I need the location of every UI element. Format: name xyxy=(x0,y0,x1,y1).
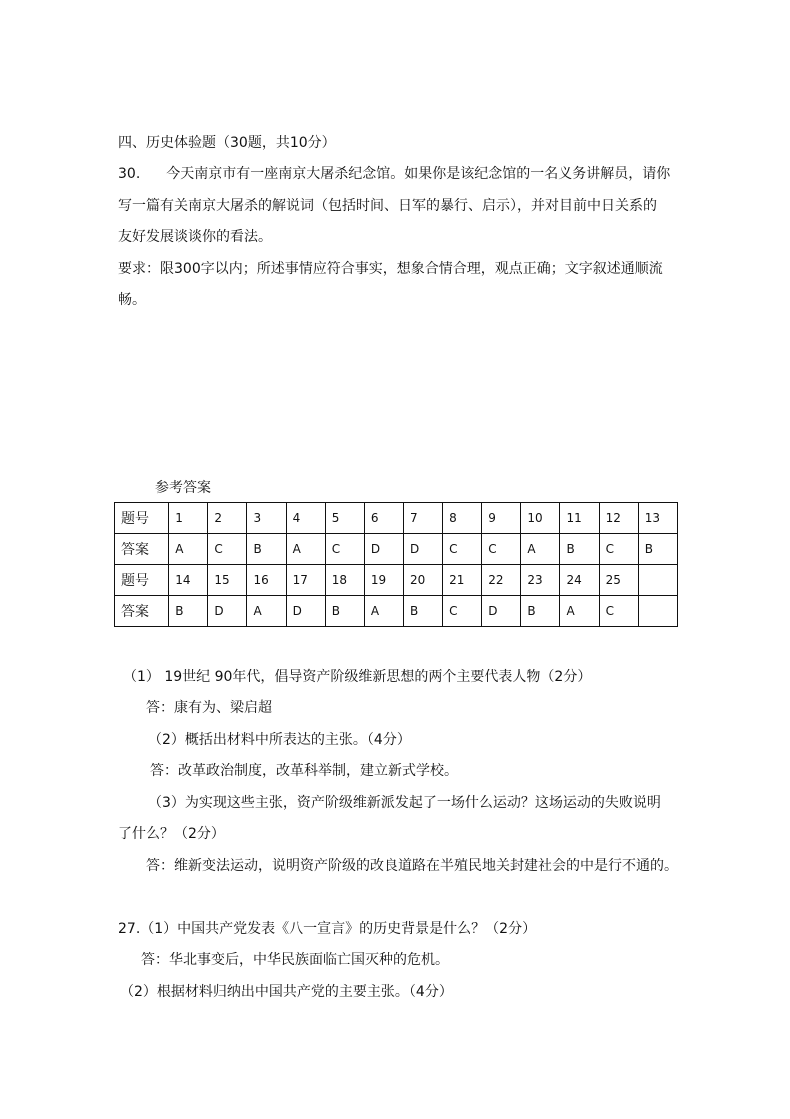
question-30-text: 今天南京市有一座南京大屠杀纪念馆。如果你是该纪念馆的一名义务讲解员，请你 xyxy=(166,166,671,182)
table-cell: C xyxy=(482,534,521,565)
answer-key-title: 参考答案 xyxy=(155,480,211,496)
table-cell: 14 xyxy=(169,565,208,596)
table-cell: 5 xyxy=(325,503,364,534)
table-cell: D xyxy=(403,534,442,565)
table-cell: 19 xyxy=(364,565,403,596)
table-cell: 16 xyxy=(247,565,286,596)
q26-part1-question: （1） 19世纪 90年代，倡导资产阶级维新思想的两个主要代表人物（2分） xyxy=(123,669,592,685)
table-cell: A xyxy=(286,534,325,565)
table-row xyxy=(115,565,678,596)
table-cell: 13 xyxy=(638,503,677,534)
table-cell: 21 xyxy=(443,565,482,596)
q27-part1-answer: 答：华北事变后，中华民族面临亡国灭种的危机。 xyxy=(141,952,449,968)
table-row xyxy=(115,503,678,534)
table-cell: 23 xyxy=(521,565,560,596)
table-cell: C xyxy=(599,534,638,565)
q26-part3-question-line-2: 了什么？（2分） xyxy=(118,826,225,842)
table-cell: B xyxy=(325,596,364,627)
table-cell: 3 xyxy=(247,503,286,534)
table-cell: A xyxy=(247,596,286,627)
q26-part3-answer: 答：维新变法运动，说明资产阶级的改良道路在半殖民地关封建社会的中是行不通的。 xyxy=(146,858,678,874)
q27-part1-question: 27.（1）中国共产党发表《八一宣言》的历史背景是什么？（2分） xyxy=(118,921,537,937)
table-cell: 8 xyxy=(443,503,482,534)
table-cell: 18 xyxy=(325,565,364,596)
row-label: 题号 xyxy=(115,503,169,534)
table-cell: D xyxy=(482,596,521,627)
table-cell: 10 xyxy=(521,503,560,534)
table-cell: 11 xyxy=(560,503,599,534)
table-cell: 2 xyxy=(208,503,247,534)
table-cell: A xyxy=(169,534,208,565)
table-cell: 12 xyxy=(599,503,638,534)
answer-key-table xyxy=(114,502,678,627)
table-cell: B xyxy=(638,534,677,565)
table-cell: B xyxy=(403,596,442,627)
table-cell: 15 xyxy=(208,565,247,596)
table-cell: C xyxy=(599,596,638,627)
table-cell: 9 xyxy=(482,503,521,534)
table-cell: 20 xyxy=(403,565,442,596)
table-cell: C xyxy=(443,534,482,565)
q26-part2-question: （2）概括出材料中所表达的主张。（4分） xyxy=(148,732,411,748)
table-cell: C xyxy=(325,534,364,565)
q26-part2-answer: 答：改革政治制度，改革科举制，建立新式学校。 xyxy=(150,763,458,779)
q27-part2-question: （2）根据材料归纳出中国共产党的主要主张。（4分） xyxy=(120,984,453,1000)
table-cell: C xyxy=(208,534,247,565)
q26-part3-question-line-1: （3）为实现这些主张，资产阶级维新派发起了一场什么运动？这场运动的失败说明 xyxy=(148,795,661,811)
question-30-line-3: 友好发展谈谈你的看法。 xyxy=(118,229,272,245)
table-cell: B xyxy=(560,534,599,565)
table-cell: 6 xyxy=(364,503,403,534)
table-cell: A xyxy=(560,596,599,627)
table-cell: 4 xyxy=(286,503,325,534)
requirement-line-1: 要求：限300字以内；所述事情应符合事实，想象合情合理，观点正确；文字叙述通顺流 xyxy=(118,261,663,277)
row-label: 答案 xyxy=(115,534,169,565)
table-row xyxy=(115,534,678,565)
table-cell: 22 xyxy=(482,565,521,596)
table-cell: 7 xyxy=(403,503,442,534)
table-cell: D xyxy=(364,534,403,565)
question-30-line-2: 写一篇有关南京大屠杀的解说词（包括时间、日军的暴行、启示），并对目前中日关系的 xyxy=(118,198,657,214)
table-cell: A xyxy=(521,534,560,565)
table-cell: B xyxy=(169,596,208,627)
table-cell: B xyxy=(247,534,286,565)
table-cell: C xyxy=(443,596,482,627)
row-label: 答案 xyxy=(115,596,169,627)
table-cell: 25 xyxy=(599,565,638,596)
question-30-number: 30. xyxy=(118,166,141,182)
table-cell xyxy=(638,596,677,627)
q26-part1-answer: 答：康有为、梁启超 xyxy=(146,700,272,716)
requirement-line-2: 畅。 xyxy=(118,292,146,308)
table-cell: 24 xyxy=(560,565,599,596)
table-cell: B xyxy=(521,596,560,627)
section-heading: 四、历史体验题（30题，共10分） xyxy=(118,135,336,151)
table-cell: D xyxy=(208,596,247,627)
table-cell: D xyxy=(286,596,325,627)
table-row xyxy=(115,596,678,627)
row-label: 题号 xyxy=(115,565,169,596)
table-cell: 1 xyxy=(169,503,208,534)
table-cell: A xyxy=(364,596,403,627)
table-cell: 17 xyxy=(286,565,325,596)
question-30-line-1 xyxy=(118,164,670,184)
table-cell xyxy=(638,565,677,596)
